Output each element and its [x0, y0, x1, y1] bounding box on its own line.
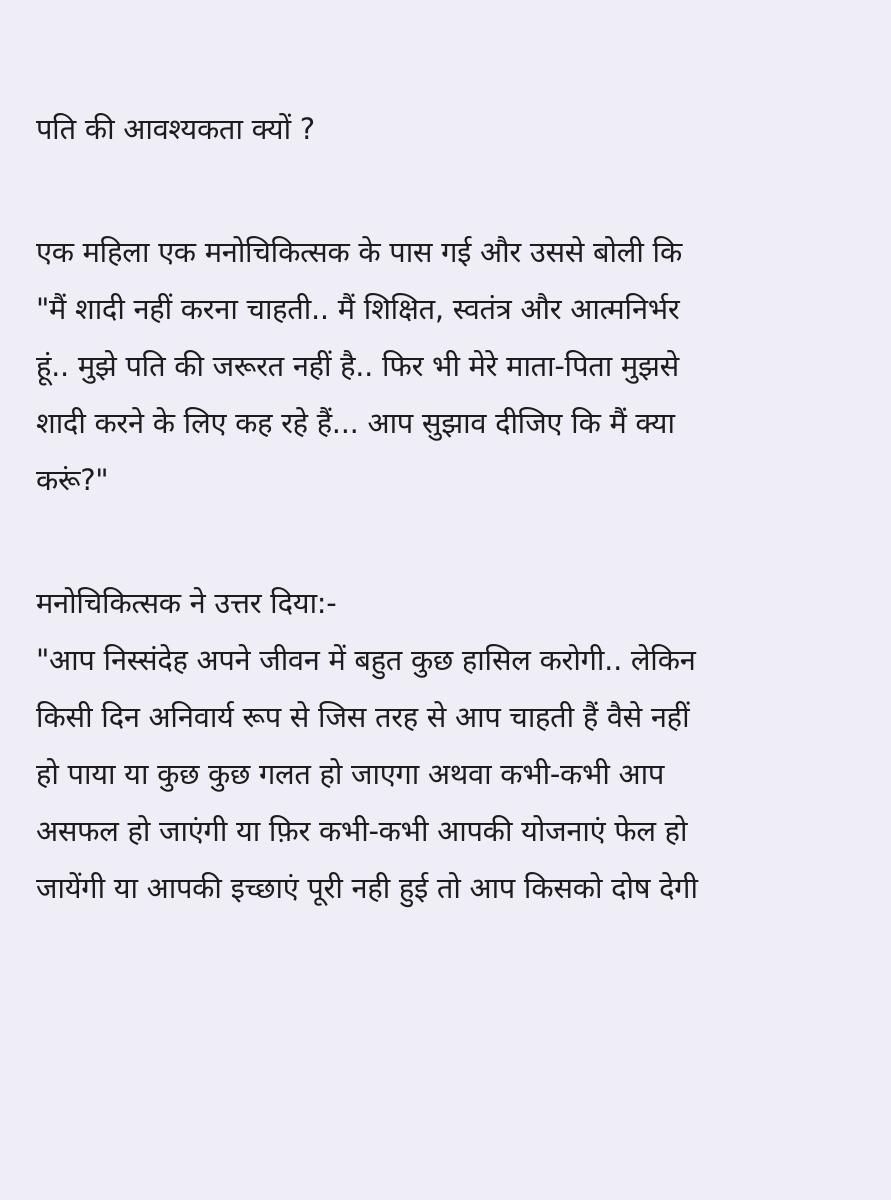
text-line: हूं.. मुझे पति की जरूरत नहीं है.. फिर भी मेरे माता-पिता मुझसे: [36, 349, 679, 383]
paragraph-woman-request: [36, 224, 866, 509]
text-document: [36, 100, 866, 917]
text-line: असफल हो जाएंगी या फ़िर कभी-कभी आपकी योजनाएं फेल हो: [36, 814, 688, 848]
text-line: शादी करने के लिए कह रहे हैं... आप सुझाव दीजिए कि मैं क्या: [36, 406, 675, 440]
text-line: हो पाया या कुछ कुछ गलत हो जाएगा अथवा कभी-कभी आप: [36, 757, 665, 791]
paragraph-psychiatrist-reply: [36, 575, 866, 917]
text-line: किसी दिन अनिवार्य रूप से जिस तरह से आप चाहती हैं वैसे नहीं: [36, 700, 690, 734]
text-line: मनोचिकित्सक ने उत्तर दिया:-: [36, 586, 337, 620]
text-line: जायेंगी या आपकी इच्छाएं पूरी नही हुई तो आप किसको दोष देगी: [36, 871, 698, 905]
text-line: करूं?": [36, 463, 109, 497]
text-line: "आप निस्संदेह अपने जीवन में बहुत कुछ हासिल करोगी.. लेकिन: [36, 643, 696, 677]
page-title: पति की आवश्यकता क्यों ?: [36, 112, 315, 146]
text-line: "मैं शादी नहीं करना चाहती.. मैं शिक्षित, स्वतंत्र और आत्मनिर्भर: [36, 292, 680, 326]
text-line: एक महिला एक मनोचिकित्सक के पास गई और उससे बोली कि: [36, 235, 683, 269]
